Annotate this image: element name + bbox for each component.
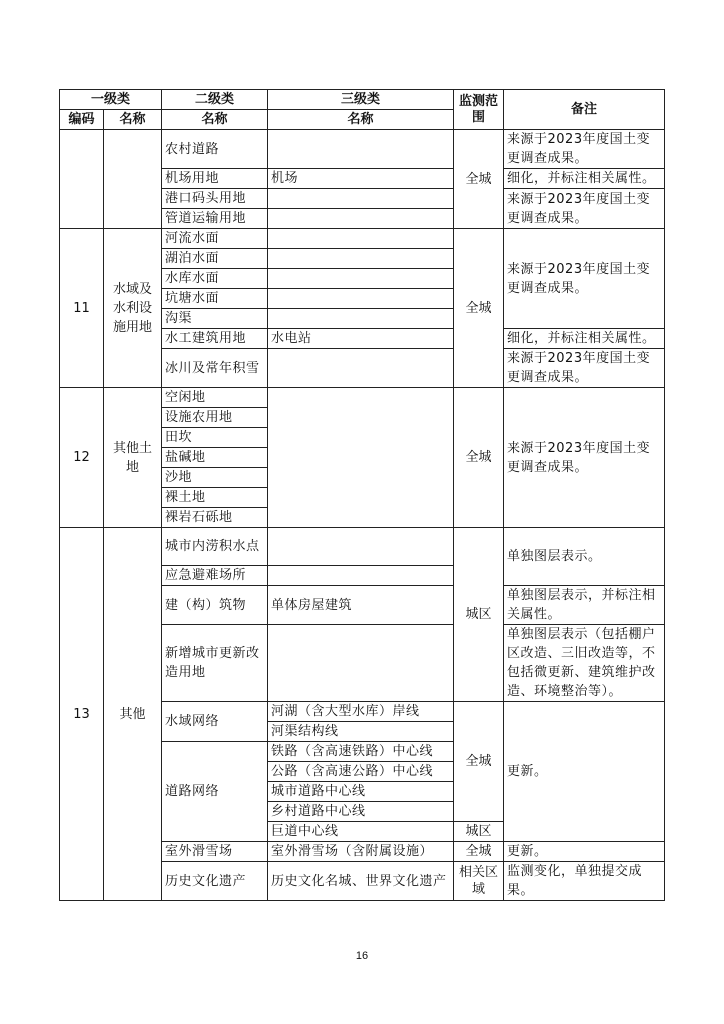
l3-name <box>268 249 454 269</box>
l3-name <box>268 625 454 702</box>
note-cell: 更新。 <box>504 842 665 862</box>
l2-name: 水域网络 <box>162 702 268 742</box>
l2-name: 沙地 <box>162 468 268 488</box>
name-cell: 水域及水利设施用地 <box>104 229 162 388</box>
note-cell: 来源于2023年度国土变更调查成果。 <box>504 189 665 229</box>
header-name-l1: 名称 <box>104 110 162 130</box>
scope-cell: 全城 <box>454 842 504 862</box>
l3-name <box>268 189 454 209</box>
l2-name: 水工建筑用地 <box>162 329 268 349</box>
l2-name: 空闲地 <box>162 388 268 408</box>
l3-name: 公路（含高速公路）中心线 <box>268 762 454 782</box>
scope-cell: 全城 <box>454 388 504 528</box>
header-code: 编码 <box>60 110 104 130</box>
name-cell: 其他土地 <box>104 388 162 528</box>
l2-name: 新增城市更新改造用地 <box>162 625 268 702</box>
l2-name: 城市内涝积水点 <box>162 528 268 566</box>
note-cell: 更新。 <box>504 702 665 842</box>
l2-name: 河流水面 <box>162 229 268 249</box>
l2-name: 盐碱地 <box>162 448 268 468</box>
note-cell: 来源于2023年度国土变更调查成果。 <box>504 349 665 388</box>
l3-name <box>268 566 454 586</box>
page-number: 16 <box>355 950 369 962</box>
note-cell: 单独图层表示（包括棚户区改造、三旧改造等，不包括微更新、建筑维护改造、环境整治等）。 <box>504 625 665 702</box>
name-cell <box>104 130 162 229</box>
l2-name: 管道运输用地 <box>162 209 268 229</box>
note-cell: 细化，并标注相关属性。 <box>504 329 665 349</box>
l3-name <box>268 349 454 388</box>
l2-name: 室外滑雪场 <box>162 842 268 862</box>
l3-name: 单体房屋建筑 <box>268 586 454 625</box>
header-scope: 监测范围 <box>454 90 504 130</box>
l3-name <box>268 229 454 249</box>
note-cell: 来源于2023年度国土变更调查成果。 <box>504 130 665 169</box>
scope-cell: 全城 <box>454 229 504 388</box>
header-name-l3: 名称 <box>268 110 454 130</box>
l2-name: 历史文化遗产 <box>162 862 268 901</box>
header-name-l2: 名称 <box>162 110 268 130</box>
l3-name <box>268 289 454 309</box>
l3-name <box>268 130 454 169</box>
header-level1: 一级类 <box>60 90 162 110</box>
code-cell: 12 <box>60 388 104 528</box>
scope-cell: 相关区域 <box>454 862 504 901</box>
header-notes: 备注 <box>504 90 665 130</box>
l2-name: 应急避难场所 <box>162 566 268 586</box>
l3-name <box>268 528 454 566</box>
l3-name: 机场 <box>268 169 454 189</box>
scope-cell: 全城 <box>454 702 504 822</box>
code-cell: 13 <box>60 528 104 901</box>
l2-name: 建（构）筑物 <box>162 586 268 625</box>
header-level2: 二级类 <box>162 90 268 110</box>
l3-name: 水电站 <box>268 329 454 349</box>
l3-name: 巨道中心线 <box>268 822 454 842</box>
l2-name: 田坎 <box>162 428 268 448</box>
code-cell <box>60 130 104 229</box>
l3-name <box>268 309 454 329</box>
l3-name <box>268 209 454 229</box>
note-cell: 单独图层表示。 <box>504 528 665 586</box>
scope-cell: 城区 <box>454 528 504 702</box>
note-cell: 来源于2023年度国土变更调查成果。 <box>504 229 665 329</box>
scope-cell: 城区 <box>454 822 504 842</box>
code-cell: 11 <box>60 229 104 388</box>
l2-name: 冰川及常年积雪 <box>162 349 268 388</box>
note-cell: 监测变化，单独提交成果。 <box>504 862 665 901</box>
l3-name: 铁路（含高速铁路）中心线 <box>268 742 454 762</box>
l2-name: 港口码头用地 <box>162 189 268 209</box>
l2-name: 道路网络 <box>162 742 268 842</box>
l3-name <box>268 388 454 528</box>
l3-name: 河渠结构线 <box>268 722 454 742</box>
l2-name: 沟渠 <box>162 309 268 329</box>
l2-name: 裸岩石砾地 <box>162 508 268 528</box>
l3-name: 城市道路中心线 <box>268 782 454 802</box>
l2-name: 机场用地 <box>162 169 268 189</box>
l2-name: 坑塘水面 <box>162 289 268 309</box>
l2-name: 湖泊水面 <box>162 249 268 269</box>
header-level3: 三级类 <box>268 90 454 110</box>
l2-name: 裸土地 <box>162 488 268 508</box>
l2-name: 设施农用地 <box>162 408 268 428</box>
l3-name: 乡村道路中心线 <box>268 802 454 822</box>
note-cell: 细化，并标注相关属性。 <box>504 169 665 189</box>
name-cell: 其他 <box>104 528 162 901</box>
note-cell: 来源于2023年度国土变更调查成果。 <box>504 388 665 528</box>
l3-name: 室外滑雪场（含附属设施） <box>268 842 454 862</box>
note-cell: 单独图层表示，并标注相关属性。 <box>504 586 665 625</box>
l3-name: 河湖（含大型水库）岸线 <box>268 702 454 722</box>
l2-name: 水库水面 <box>162 269 268 289</box>
l3-name: 历史文化名城、世界文化遗产 <box>268 862 454 901</box>
scope-cell: 全城 <box>454 130 504 229</box>
l2-name: 农村道路 <box>162 130 268 169</box>
l3-name <box>268 269 454 289</box>
land-classification-table <box>59 89 665 901</box>
